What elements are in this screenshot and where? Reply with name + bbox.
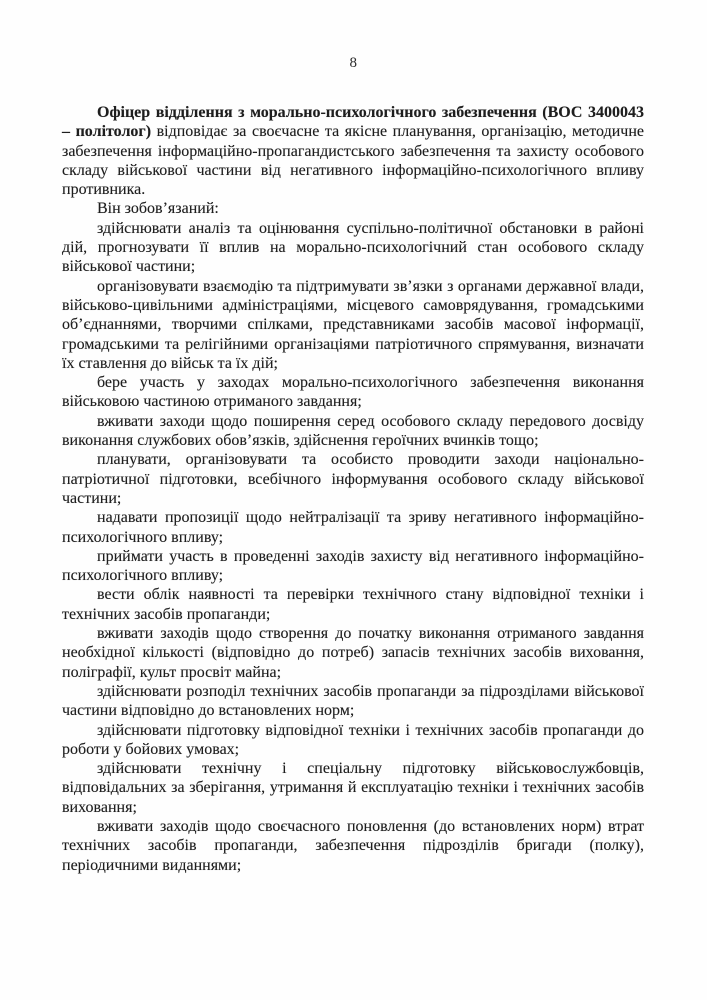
- document-body: [62, 103, 644, 875]
- paragraph-officer-duty-lead: [62, 103, 644, 199]
- paragraph-duty-distribution: здійснювати розподіл технічних засобів пропаганди за підрозділами військової частини відповідно до встановлених норм;: [62, 682, 644, 720]
- paragraph-duty-cooperation: організовувати взаємодію та підтримувати зв’язки з органами державної влади, військово-цивільними адміністраціями, місцевого самоврядування, громадськими об’єднаннями, творчими спілками, представниками засобів масової інформації, громадськими та релігійними організаціями патріотичного спрямування, визначати їх ставлення до військ та їх дій;: [62, 277, 644, 372]
- officer-title-bold-text: Офіцер відділення з морально-психологічного забезпечення (ВОС 3400043 – політолог): [62, 104, 644, 141]
- paragraph-duty-planning: планувати, організовувати та особисто проводити заходи національно-патріотичної підготовки, всебічного інформування особового складу військової частини;: [62, 451, 644, 507]
- paragraph-duty-participation: бере участь у заходах морально-психологічного забезпечення виконання військовою частиною отриманого завдання;: [62, 374, 644, 411]
- paragraph-duty-analysis: здійснювати аналіз та оцінювання суспільно-політичної обстановки в районі дій, прогнозувати її вплив на морально-психологічний стан особового складу військової частини;: [62, 219, 644, 276]
- paragraph-duty-proposals: надавати пропозиції щодо нейтралізації та зриву негативного інформаційно-психологічного впливу;: [62, 509, 644, 546]
- paragraph-duty-replenishment: вживати заходів щодо своєчасного поновлення (до встановлених норм) втрат технічних засобів пропаганди, забезпечення підрозділів бригади (полку), періодичними виданнями;: [62, 817, 644, 874]
- paragraph-obligations-header: Він зобов’язаний:: [97, 200, 219, 218]
- paragraph-duty-training: здійснювати технічну і спеціальну підготовку військовослужбовців, відповідальних за зберігання, утримання й експлуатацію техніки і технічних засобів виховання;: [62, 760, 644, 816]
- paragraph-duty-accounting: вести облік наявності та перевірки технічного стану відповідної техніки і технічних засобів пропаганди;: [62, 586, 644, 623]
- paragraph-duty-dissemination: вживати заходи щодо поширення серед особового складу передового досвіду виконання службових обов’язків, здійснення героїчних вчинків тощо;: [62, 412, 644, 450]
- paragraph-duty-protection: приймати участь в проведенні заходів захисту від негативного інформаційно-психологічного впливу;: [62, 547, 644, 585]
- page-number: 8: [349, 55, 358, 71]
- paragraph-duty-stockpiling: вживати заходів щодо створення до початку виконання отриманого завдання необхідної кількості (відповідно до потреб) запасів технічних засобів виховання, поліграфії, культ просвіт майна;: [62, 625, 644, 681]
- officer-duty-lead-text: відповідає за своєчасне та якісне планування, організацію, методичне забезпечення інформаційно-пропагандистського забезпечення та захисту особового складу військової частини від негативного інформаційно-психологічного впливу противника.: [62, 123, 644, 199]
- paragraph-duty-equipment-prep: здійснювати підготовку відповідної техніки і технічних засобів пропаганди до роботи у бойових умовах;: [62, 721, 644, 758]
